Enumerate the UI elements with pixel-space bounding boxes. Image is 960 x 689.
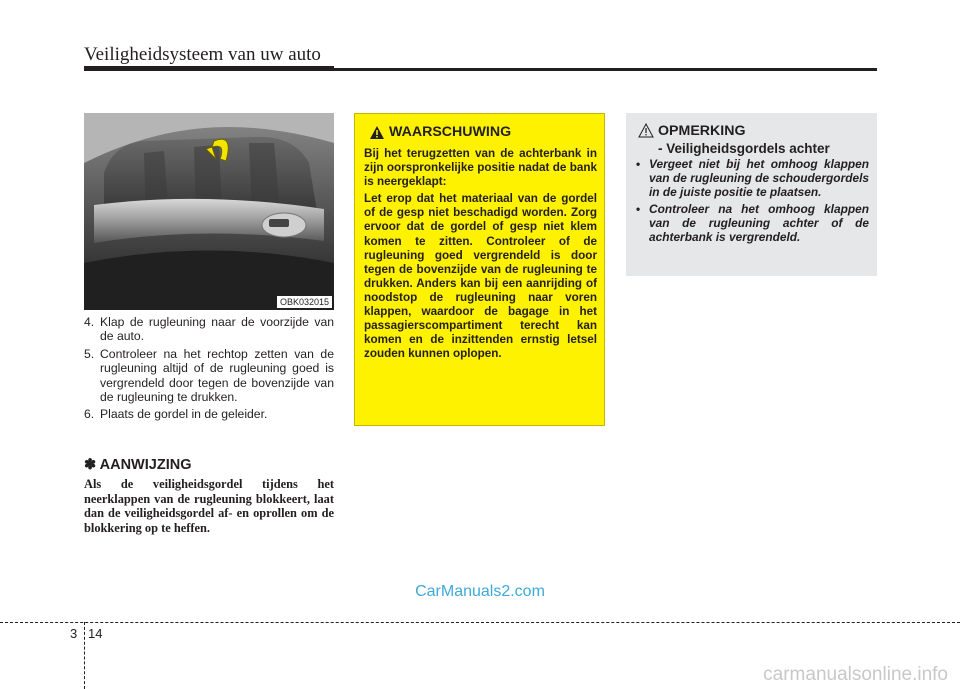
step-number: 4. — [84, 315, 95, 329]
step-number: 6. — [84, 407, 95, 422]
step-text: Klap de rugleuning naar de voorzijde van de auto. — [100, 315, 334, 344]
warning-paragraph: Let erop dat het materiaal van de gordel of de gesp niet beschadigd worden. Zorg ervoor dat de gordel of gesp niet klem komen te zitten. Controleer of de rugleuning goed vergrendeld is door tegen de bovenzijde van de rugleuning te drukken. Anders kan bij een aanrijding of noodstop de rugleuning naar voren klappen, waardoor de bagage in het passagierscompartiment terecht kan komen en de inzittenden ernstig letsel zouden kunnen oplopen. — [364, 192, 597, 361]
page-number: 14 — [88, 626, 103, 641]
notice-title-text: OPMERKING — [658, 123, 746, 139]
warning-header — [369, 124, 511, 140]
header-rule — [84, 68, 877, 71]
warning-triangle-icon — [369, 125, 385, 140]
step-item — [84, 407, 334, 421]
warning-paragraph: Bij het terugzetten van de achterbank in zijn oorspronkelijke positie nadat de bank is neergeklapt: — [364, 147, 597, 189]
notice-item-text: Controleer na het omhoog klappen van de rugleuning achter of de achterbank is vergrendeld. — [649, 202, 869, 244]
bullet-icon: • — [636, 202, 641, 216]
notice-item-text: Vergeet niet bij het omhoog klappen van de rugleuning de schoudergordels in de juiste positie te plaatsen. — [649, 157, 869, 199]
list-item — [636, 157, 869, 199]
step-item — [84, 347, 334, 405]
note-heading: ✽ AANWIJZING — [84, 457, 192, 473]
step-item — [84, 315, 334, 344]
warning-title: WAARSCHUWING — [389, 124, 512, 140]
notice-box — [626, 113, 877, 276]
step-text: Controleer na het rechtop zetten van de rugleuning altijd of de rugleuning goed is vergrendeld door tegen de bovenzijde van de rugleuning te drukken. — [100, 346, 334, 405]
notice-list — [636, 157, 869, 247]
warning-box — [354, 113, 605, 426]
notice-subtitle: - Veiligheidsgordels achter — [658, 141, 830, 156]
warning-body — [364, 147, 597, 364]
step-text: Plaats de gordel in de geleider. — [100, 407, 268, 422]
chapter-number: 3 — [70, 626, 78, 641]
notice-title — [658, 123, 830, 157]
step-number: 5. — [84, 346, 95, 361]
watermark-footer: carmanualsonline.info — [763, 664, 948, 685]
footer-divider — [84, 622, 85, 689]
rear-seat-photo — [84, 113, 334, 310]
notice-header — [638, 123, 830, 157]
page-header-title: Veiligheidsysteem van uw auto — [84, 44, 321, 65]
bullet-icon: • — [636, 157, 641, 171]
rear-seat-illustration — [84, 113, 334, 310]
watermark-link[interactable]: CarManuals2.com — [415, 583, 545, 600]
footer-rule — [0, 622, 960, 623]
instruction-steps — [84, 315, 334, 425]
caution-triangle-icon — [638, 123, 654, 138]
photo-code: OBK032015 — [277, 296, 332, 308]
note-body: Als de veiligheidsgordel tijdens het neerklappen van de rugleuning blokkeert, laat dan de veiligheidsgordel af- en oprollen om de blokkering op te heffen. — [84, 477, 334, 535]
list-item — [636, 202, 869, 244]
